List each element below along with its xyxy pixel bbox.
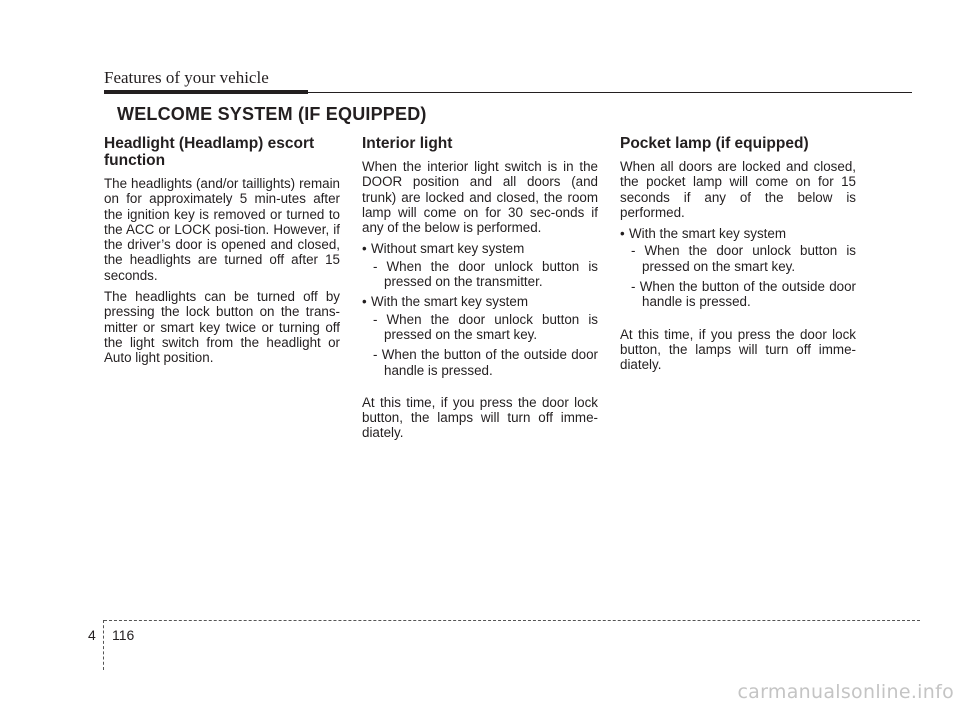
headlight-paragraph: The headlights can be turned off by pressing the lock button on the trans-mitter or smart key twice or turning off the light switch from the headlight or Auto light position. xyxy=(104,289,340,366)
bullet-dot-icon: • xyxy=(362,241,367,257)
interior-intro: When the interior light switch is in the DOOR position and all doors (and trunk) are locked and closed, the room lamp will come on for 30 sec-onds if any of the below is performed. xyxy=(362,159,598,236)
pocket-heading: Pocket lamp (if equipped) xyxy=(620,135,809,152)
column-interior-light xyxy=(362,135,598,447)
footer-vertical-rule xyxy=(103,620,104,670)
spacer xyxy=(362,383,598,395)
header-rule-thick xyxy=(104,90,308,94)
pocket-sub-item: - When the button of the outside door handle is pressed. xyxy=(631,279,856,310)
bullet-dot-icon: • xyxy=(620,226,625,242)
page-chapter: 4 xyxy=(88,627,96,643)
interior-bullet xyxy=(362,294,598,309)
chapter-title: Features of your vehicle xyxy=(104,68,269,87)
section-title: WELCOME SYSTEM (IF EQUIPPED) xyxy=(117,104,427,124)
pocket-bullet-text: With the smart key system xyxy=(629,226,786,242)
spacer xyxy=(620,315,856,327)
page-number: 116 xyxy=(112,627,135,643)
headlight-heading: Headlight (Headlamp) escort function xyxy=(104,135,315,169)
watermark: carmanualsonline.info xyxy=(737,681,954,703)
interior-bullet-text: Without smart key system xyxy=(371,241,525,257)
pocket-bullet xyxy=(620,226,856,241)
interior-sub-item: - When the door unlock button is pressed on the transmitter. xyxy=(373,258,598,290)
pocket-intro: When all doors are locked and closed, the pocket lamp will come on for 15 seconds if any of the below is performed. xyxy=(620,159,856,220)
interior-sub-item: - When the button of the outside door handle is pressed. xyxy=(373,347,598,378)
headlight-paragraph: The headlights (and/or taillights) remain on for approximately 5 min-utes after the ignition key is removed or turned to the ACC or LOCK posi-tion. However, if the driver’s door is opened and closed, the headlights are turned off after 15 seconds. xyxy=(104,176,340,283)
pocket-closing: At this time, if you press the door lock button, the lamps will turn off imme-diately. xyxy=(620,326,856,373)
column-pocket-lamp xyxy=(620,135,856,379)
column-headlight xyxy=(104,135,340,372)
interior-bullet xyxy=(362,241,598,256)
interior-sub-item: - When the door unlock button is pressed on the smart key. xyxy=(373,311,598,342)
header-rule-thin xyxy=(308,92,912,93)
interior-closing: At this time, if you press the door lock button, the lamps will turn off imme-diately. xyxy=(362,394,598,441)
interior-heading: Interior light xyxy=(362,135,453,152)
footer-rule xyxy=(104,620,920,621)
interior-bullet-text: With the smart key system xyxy=(371,294,528,310)
pocket-sub-item: - When the door unlock button is pressed on the smart key. xyxy=(631,243,856,274)
bullet-dot-icon: • xyxy=(362,294,367,310)
